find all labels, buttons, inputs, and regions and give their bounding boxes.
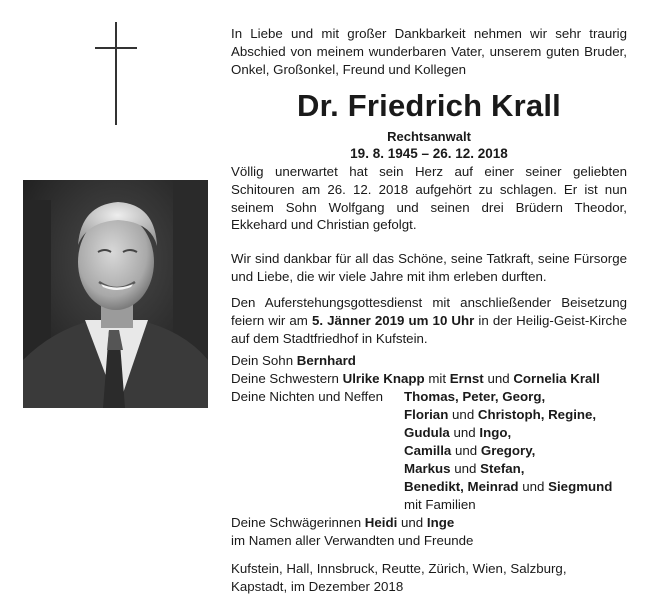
intro-text: In Liebe und mit großer Dankbarkeit nehmen wir sehr traurig Abschied von meinem wunderbaren Vater, unserem guten Bruder, Onkel, Großonkel, Freund und Kollegen [231, 26, 627, 77]
inlaw-2: Inge [426, 515, 455, 530]
nephew-names: Markus [404, 461, 451, 476]
inlaw-1: Heidi [364, 515, 398, 530]
service-text-end: in der Heilig-Geist-Kirche auf dem Stadtfriedhof in Kufstein. [231, 312, 627, 346]
nephew-names: Siegmund [548, 479, 613, 494]
nephew-names: Ingo, [479, 425, 512, 440]
service-date: 5. Jänner 2019 um 10 Uhr [311, 312, 475, 328]
deceased-name: Dr. Friedrich Krall [297, 88, 561, 123]
inlaws-line [231, 514, 454, 532]
sister-1: Ulrike Knapp [342, 371, 425, 386]
paragraph-death: Völlig unerwartet hat sein Herz auf einer seiner geliebten Schitouren am 26. 12. 2018 aufgehört zu schlagen. Er ist nun seinem Sohn Wolfgang und seinen drei Brüdern Theodor, Ekkehard und Christian gefolgt. [231, 164, 627, 233]
nephew-names: Gregory, [480, 443, 536, 458]
cross-vertical-bar [115, 22, 117, 125]
sisters-label: Deine Schwestern [231, 371, 343, 386]
nephews-line-3 [404, 424, 511, 442]
nephews-line-5 [404, 460, 524, 478]
places-line-2: Kapstadt, im Dezember 2018 [231, 579, 404, 594]
connector: und [518, 479, 549, 494]
inlaws-label: Deine Schwägerinnen [231, 515, 365, 530]
nephew-names: Thomas, Peter, Georg, [404, 389, 546, 404]
connector: mit [424, 371, 450, 386]
nephews-line-6 [404, 478, 612, 496]
cross-horizontal-bar [95, 47, 137, 49]
nephew-names: Stefan, [480, 461, 525, 476]
son-line [231, 352, 356, 370]
connector: und [448, 407, 478, 422]
connector: und [451, 443, 481, 458]
nephew-names: Benedikt, Meinrad [404, 479, 519, 494]
son-label: Dein Sohn [231, 353, 297, 368]
nephew-names: Christoph, Regine, [477, 407, 597, 422]
nephews-line-4 [404, 442, 535, 460]
connector: und [449, 425, 480, 440]
nephews-line-1 [404, 388, 545, 406]
sister-2: Cornelia Krall [513, 371, 600, 386]
all-relatives-line: im Namen aller Verwandten und Freunde [231, 533, 474, 548]
connector: und [483, 371, 514, 386]
nephew-names: Florian [404, 407, 449, 422]
places-line-1: Kufstein, Hall, Innsbruck, Reutte, Zürich, Wien, Salzburg, [231, 561, 567, 576]
nephew-names: Camilla [404, 443, 452, 458]
son-name: Bernhard [296, 353, 356, 368]
nephews-line-2 [404, 406, 596, 424]
connector: und [397, 515, 427, 530]
sisters-line [231, 370, 600, 388]
nephews-line-7: mit Familien [404, 497, 476, 512]
paragraph-gratitude: Wir sind dankbar für all das Schöne, seine Tatkraft, seine Fürsorge und Liebe, die wir viele Jahre mit ihm erleben durften. [231, 251, 627, 284]
sister-1-partner: Ernst [449, 371, 484, 386]
portrait-illustration [23, 180, 208, 408]
nephews-label: Deine Nichten und Neffen [231, 389, 384, 404]
service-text-start: Den Auferstehungsgottesdienst mit anschließender Beisetzung feiern wir am [231, 295, 627, 328]
life-dates: 19. 8. 1945 – 26. 12. 2018 [350, 146, 508, 161]
profession: Rechtsanwalt [387, 129, 471, 144]
nephew-names: Gudula [404, 425, 450, 440]
paragraph-service [231, 294, 627, 347]
connector: und [450, 461, 481, 476]
portrait-photo [23, 180, 208, 408]
